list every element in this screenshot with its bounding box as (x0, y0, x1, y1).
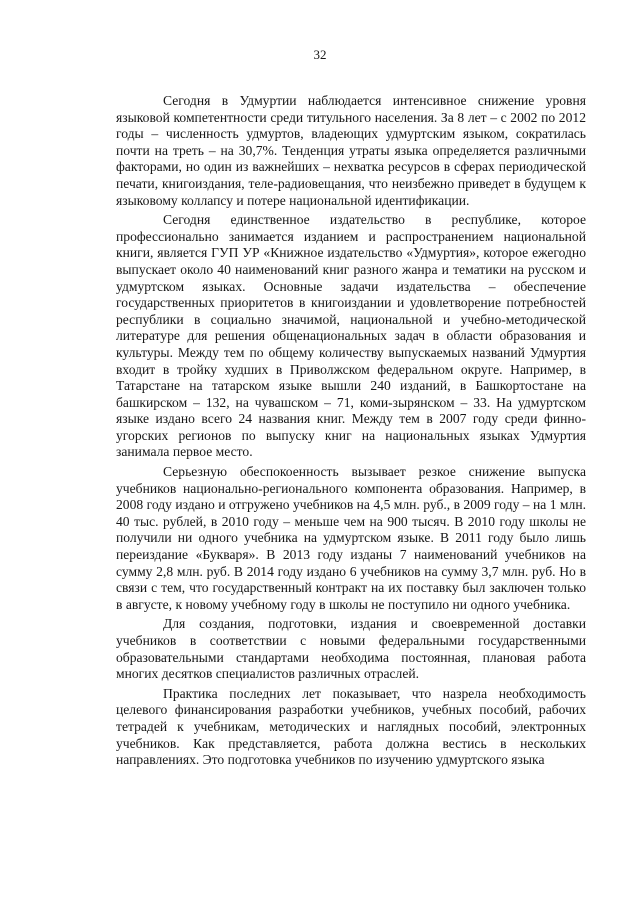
paragraph-financing-practice: Практика последних лет показывает, что назрела необходимость целевого финансирования разработки учебников, учебных пособий, рабочих тетрадей к учебникам, методических и наглядных пособий, электронных учебников. Как представляется, работа должна вестись в нескольких направлениях. Это подготовка учебников по изучению удмуртского языка (116, 685, 586, 768)
paragraph-publishing-house: Сегодня единственное издательство в республике, которое профессионально занимается изданием и распространением национальной книги, является ГУП УР «Книжное издательство «Удмуртия», которое ежегодно выпускает около 40 наименований книг разного жанра и тематики на русском и удмуртском языках. Основные задачи издательства – обеспечение государственных приоритетов в книгоиздании и удовлетворение потребностей республики в социально значимой, национальной и учебно-методической литературе для решения общенациональных задач в области образования и культуры. Между тем по общему количеству выпускаемых названий Удмуртия входит в тройку худших в Приволжском федеральном округе. Например, в Татарстане на татарском языке вышли 240 изданий, в Башкортостане на башкирском – 132, на чувашском – 71, коми-зырянском – 33. На удмуртском языке издано всего 24 названия книг. Между тем в 2007 году среди финно-угорских регионов по выпуску книг на национальных языках Удмуртия занимала первое место. (116, 212, 586, 460)
page-number: 32 (313, 47, 327, 62)
paragraph-language-decline: Сегодня в Удмуртии наблюдается интенсивное снижение уровня языковой компетентности среди титульного населения. За 8 лет – с 2002 по 2012 годы – численность удмуртов, владеющих удмуртским языком, сократилась почти на треть – на 30,7%. Тенденция утраты языка определяется различными факторами, но один из важнейших – нехватка ресурсов в сферах периодической печати, книгоиздания, теле-радиовещания, что неизбежно приведет в будущем к языковому коллапсу и потере национальной идентификации. (116, 93, 586, 208)
body-text (116, 93, 586, 772)
paragraph-textbook-decline: Серьезную обеспокоенность вызывает резкое снижение выпуска учебников национально-регионального компонента образования. Например, в 2008 году издано и отгружено учебников на 4,5 млн. руб., в 2009 году – на 1 млн. 40 тыс. рублей, в 2010 году – меньше чем на 900 тысяч. В 2010 году школы не получили ни одного учебника на удмуртском языке. В 2011 году было лишь переиздание «Букваря». В 2013 году изданы 7 наименований учебников на сумму 2,8 млн. руб. В 2014 году издано 6 учебников на сумму 3,7 млн. руб. Но в связи с тем, что государственный контракт на их поставку был заключен только в августе, к новому учебному году в школы не поступило ни одного учебника. (116, 464, 586, 612)
paragraph-textbook-creation: Для создания, подготовки, издания и своевременной доставки учебников в соответствии с новыми федеральными государственными образовательными стандартами необходима постоянная, плановая работа многих десятков специалистов различных отраслей. (116, 616, 586, 682)
